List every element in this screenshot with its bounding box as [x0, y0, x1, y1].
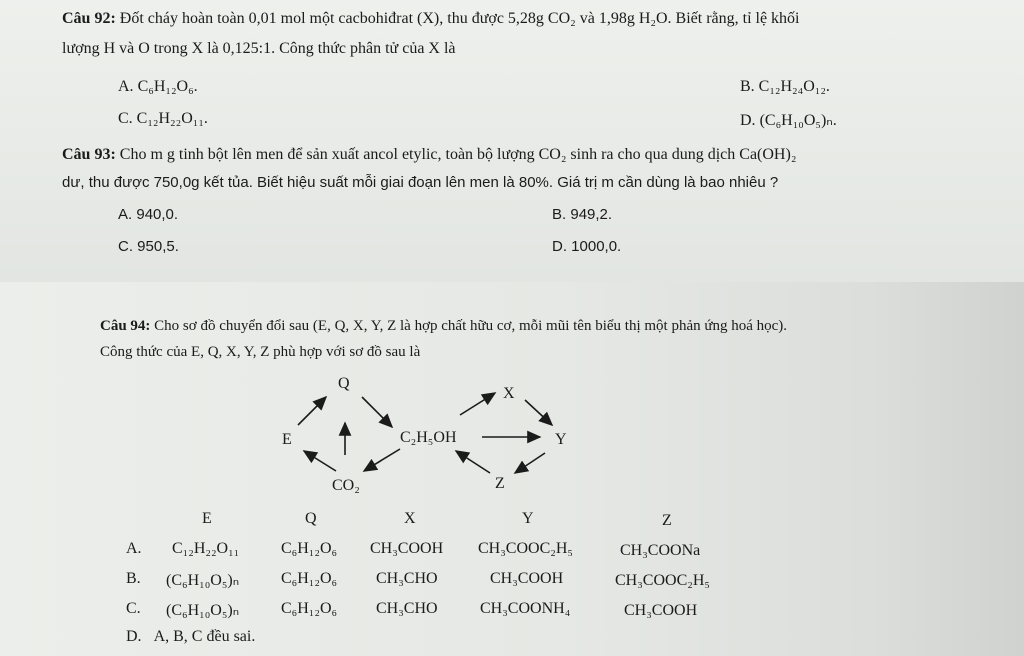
q94-c-e: (C₆H₁₀O₅)ₙ	[166, 602, 240, 619]
arrow-c2h5oh-to-co2	[364, 449, 400, 471]
q94-option-d-text: A, B, C đều sai.	[153, 628, 256, 645]
q92-option-c[interactable]	[118, 110, 208, 128]
q92-option-b-letter: B.	[740, 78, 755, 95]
q94-option-d[interactable]	[126, 628, 255, 646]
node-x: X	[503, 385, 515, 402]
node-c2h5oh: C₂H₅OH	[400, 429, 457, 446]
header-z: Z	[662, 512, 672, 529]
q92-option-b-formula: C₁₂H₂₄O₁₂.	[758, 78, 830, 95]
q92-option-c-letter: C.	[118, 110, 133, 127]
q93-option-a-letter: A.	[118, 206, 133, 223]
header-e: E	[202, 510, 212, 527]
q93-text-line1: Cho m g tinh bột lên men để sản xuất ancol etylic, toàn bộ lượng CO₂ sinh ra cho qua dung dịch Ca(OH)₂	[119, 146, 797, 163]
q94-c-y: CH₃COONH₄	[480, 600, 571, 617]
q92-label: Câu 92:	[62, 10, 116, 27]
q92-option-d[interactable]	[740, 110, 837, 130]
q94-a-e: C₁₂H₂₂O₁₁	[172, 540, 240, 557]
q93-option-b-value: 949,2.	[570, 206, 613, 223]
q94-a-z: CH₃COONa	[620, 542, 701, 559]
q94-option-c-letter: C.	[126, 600, 141, 617]
q94-c-q: C₆H₁₂O₆	[281, 600, 338, 617]
q94-b-z: CH₃COOC₂H₅	[615, 572, 710, 589]
q94-c-x: CH₃CHO	[376, 600, 438, 617]
q93-option-a-value: 940,0.	[136, 206, 179, 223]
q93-line1	[62, 146, 796, 164]
arrow-co2-to-e	[304, 451, 336, 471]
q94-label: Câu 94:	[100, 318, 151, 334]
q94-c-z: CH₃COOH	[624, 602, 698, 619]
q94-option-b-letter: B.	[126, 570, 141, 587]
q92-line1	[62, 10, 800, 28]
q94-b-q: C₆H₁₂O₆	[281, 570, 338, 587]
node-e: E	[282, 431, 292, 448]
q93-option-c-letter: C.	[118, 238, 133, 255]
arrow-q-to-c2h5oh	[362, 397, 392, 427]
q93-option-b-letter: B.	[552, 206, 567, 223]
q92-option-a[interactable]	[118, 78, 198, 96]
q92-text-line2: lượng H và O trong X là 0,125:1. Công thức phân tử của X là	[62, 40, 456, 57]
q94-b-y: CH₃COOH	[490, 570, 564, 587]
q93-option-c[interactable]	[118, 238, 179, 255]
q93-option-d-letter: D.	[552, 238, 567, 255]
node-q: Q	[338, 375, 350, 392]
q94-text-line1: Cho sơ đồ chuyển đổi sau (E, Q, X, Y, Z là hợp chất hữu cơ, mỗi mũi tên biểu thị một phản ứng hoá học).	[154, 318, 788, 334]
reaction-diagram	[270, 375, 600, 500]
q94-a-y: CH₃COOC₂H₅	[478, 540, 573, 557]
q93-option-c-value: 950,5.	[137, 238, 179, 255]
q92-option-b[interactable]	[740, 78, 830, 96]
q92-option-c-formula: C₁₂H₂₂O₁₁.	[136, 110, 208, 127]
q92-option-a-letter: A.	[118, 78, 134, 95]
arrow-z-to-c2h5oh	[456, 451, 490, 473]
q93-option-d-value: 1000,0.	[571, 238, 622, 255]
q93-text-line2: dư, thu được 750,0g kết tủa. Biết hiệu suất mỗi giai đoạn lên men là 80%. Giá trị m cần dùng là bao nhiêu ?	[62, 174, 779, 191]
q94-b-x: CH₃CHO	[376, 570, 438, 587]
q92-option-d-formula: (C₆H₁₀O₅)ₙ.	[759, 112, 837, 129]
q94-b-e: (C₆H₁₀O₅)ₙ	[166, 572, 240, 589]
q92-option-d-letter: D.	[740, 112, 756, 129]
header-y: Y	[522, 510, 534, 527]
header-x: X	[404, 510, 416, 527]
q93-option-d[interactable]	[552, 238, 621, 255]
node-co2: CO₂	[332, 477, 360, 494]
q92-text-line1: Đốt cháy hoàn toàn 0,01 mol một cacbohiđrat (X), thu được 5,28g CO₂ và 1,98g H₂O. Biết rằng, tỉ lệ khối	[119, 10, 800, 27]
q94-a-x: CH₃COOH	[370, 540, 444, 557]
q93-label: Câu 93:	[62, 146, 116, 163]
q94-a-q: C₆H₁₂O₆	[281, 540, 338, 557]
node-y: Y	[555, 431, 567, 448]
q92-option-a-formula: C₆H₁₂O₆.	[137, 78, 198, 95]
header-q: Q	[305, 510, 317, 527]
node-z: Z	[495, 475, 505, 492]
q94-text-line2: Công thức của E, Q, X, Y, Z phù hợp với sơ đồ sau là	[100, 344, 421, 360]
arrow-y-to-z	[515, 453, 545, 473]
q94-option-d-letter: D.	[126, 628, 142, 645]
q93-option-a[interactable]	[118, 206, 178, 223]
arrow-x-to-y	[525, 400, 552, 425]
q94-line1	[100, 318, 787, 335]
arrow-e-to-q	[298, 397, 326, 425]
q94-option-a-letter: A.	[126, 540, 142, 557]
q93-option-b[interactable]	[552, 206, 612, 223]
arrow-c2h5oh-to-x	[460, 393, 495, 415]
